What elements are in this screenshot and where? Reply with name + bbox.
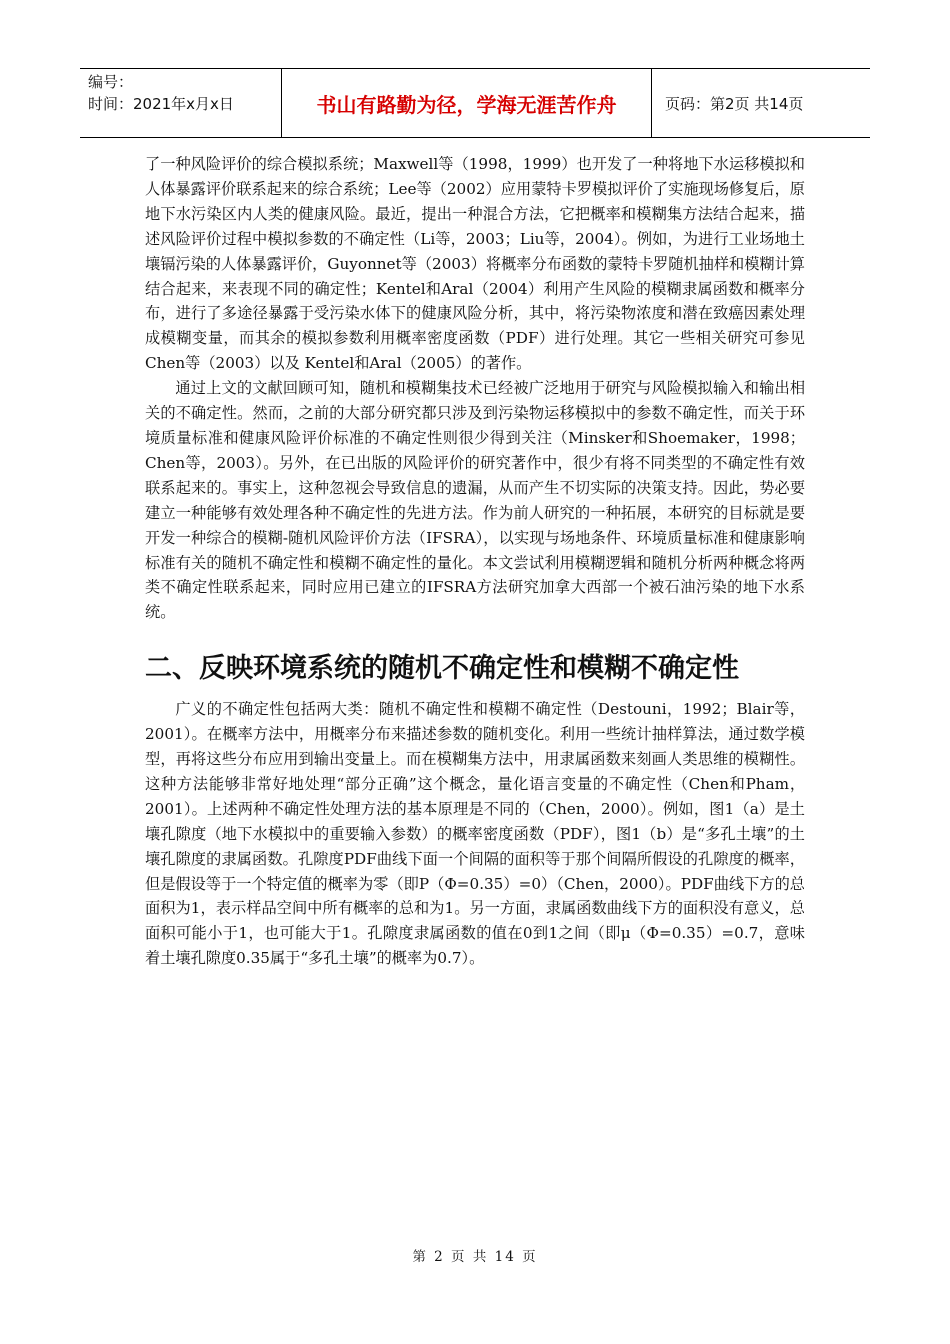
document-date-label: 时间：2021年x月x日	[88, 95, 234, 113]
body-paragraph-1: 了一种风险评价的综合模拟系统；Maxwell等（1998，1999）也开发了一种将地下水运移模拟和人体暴露评价联系起来的综合系统；Lee等（2002）应用蒙特卡罗模拟评价了实施现场修复后，原地下水污染区内人类的健康风险。最近，提出一种混合方法，它把概率和模糊集方法结合起来，描述风险评价过程中模拟参数的不确定性（Li等，2003；Liu等，2004）。例如，为进行工业场地土壤镉污染的人体暴露评价，Guyonnet等（2003）将概率分布函数的蒙特卡罗随机抽样和模糊计算结合起来，来表现不同的确定性；Kentel和Aral（2004）利用产生风险的模糊隶属函数和概率分布，进行了多途径暴露于受污染水体下的健康风险分析，其中，将污染物浓度和潜在致癌因素处理成模糊变量，而其余的模拟参数利用概率密度函数（PDF）进行处理。其它一些相关研究可参见Chen等（2003）以及 Kentel和Aral（2005）的著作。	[145, 155, 805, 373]
section-heading: 二、反映环境系统的随机不确定性和模糊不确定性	[145, 653, 739, 685]
page-footer: 第 2 页 共 14 页	[412, 1249, 538, 1265]
body-paragraph-3: 广义的不确定性包括两大类：随机不确定性和模糊不确定性（Destouni，1992；Blair等，2001）。在概率方法中，用概率分布来描述参数的随机变化。利用一些统计抽样算法，通过数学模型，再将这些分布应用到输出变量上。而在模糊集方法中，用隶属函数来刻画人类思维的模糊性。这种方法能够非常好地处理“部分正确”这个概念，量化语言变量的不确定性（Chen和Pham，2001）。上述两种不确定性处理方法的基本原理是不同的（Chen，2000）。例如，图1（a）是土壤孔隙度（地下水模拟中的重要输入参数）的概率密度函数（PDF），图1（b）是“多孔土壤”的土壤孔隙度的隶属函数。孔隙度PDF曲线下面一个间隔的面积等于那个间隔所假设的孔隙度的概率，但是假设等于一个特定值的概率为零（即P（Φ=0.35）=0）（Chen，2000）。PDF曲线下方的总面积为1，表示样品空间中所有概率的总和为1。另一方面，隶属函数曲线下方的面积没有意义，总面积可能小于1，也可能大于1。孔隙度隶属函数的值在0到1之间（即μ（Φ=0.35）=0.7，意味着土壤孔隙度0.35属于“多孔土壤”的概率为0.7）。	[145, 700, 805, 968]
body-paragraph-2: 通过上文的文献回顾可知，随机和模糊集技术已经被广泛地用于研究与风险模拟输入和输出相关的不确定性。然而，之前的大部分研究都只涉及到污染物运移模拟中的参数不确定性，而关于环境质量标准和健康风险评价标准的不确定性则很少得到关注（Minsker和Shoemaker，1998；Chen等，2003）。另外，在已出版的风险评价的研究著作中，很少有将不同类型的不确定性有效联系起来的。事实上，这种忽视会导致信息的遗漏，从而产生不切实际的决策支持。因此，势必要建立一种能够有效处理各种不确定性的先进方法。作为前人研究的一种拓展，本研究的目标就是要开发一种综合的模糊-随机风险评价方法（IFSRA），以实现与场地条件、环境质量标准和健康影响标准有关的随机不确定性和模糊不确定性的量化。本文尝试利用模糊逻辑和随机分析两种概念将两类不确定性联系起来，同时应用已建立的IFSRA方法研究加拿大西部一个被石油污染的地下水系统。	[145, 379, 805, 622]
header-info-cell	[80, 69, 280, 137]
header-page-info: 页码：第2页 共14页	[665, 94, 804, 113]
document-body	[145, 152, 805, 971]
header-motto: 书山有路勤为径，学海无涯苦作舟	[316, 92, 617, 117]
document-number-label: 编号：	[88, 73, 134, 91]
header-motto-cell	[281, 69, 652, 137]
header-page-info-cell	[655, 69, 870, 137]
page-header	[80, 68, 870, 138]
